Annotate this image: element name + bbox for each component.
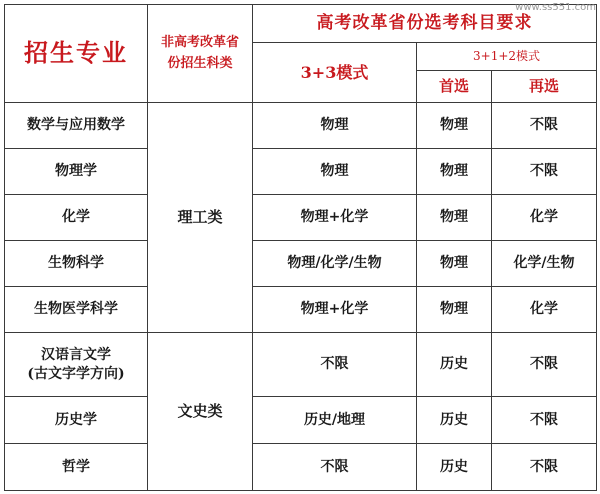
header-second-choice: 再选 [492,71,597,103]
header-reform-title: 高考改革省份选考科目要求 [253,5,597,43]
row-mode-33: 不限 [253,333,417,397]
header-first-choice: 首选 [417,71,492,103]
watermark: www.ss551.com [515,2,596,13]
header-non-gaokao-category [148,5,253,103]
row-major: 数学与应用数学 [5,103,148,149]
row-mode-33: 物理 [253,103,417,149]
row-first-choice: 物理 [417,241,492,287]
row-second-choice: 不限 [492,103,597,149]
category-humanities: 文史类 [148,333,253,491]
row-mode-33: 物理 [253,149,417,195]
row-first-choice: 历史 [417,397,492,444]
row-major-line2: (古文字学方向) [27,365,125,382]
table-row [5,103,597,149]
row-major: 物理学 [5,149,148,195]
row-major [5,333,148,397]
row-first-choice: 历史 [417,333,492,397]
row-second-choice: 不限 [492,397,597,444]
row-second-choice: 不限 [492,333,597,397]
row-major: 化学 [5,195,148,241]
header-row-1 [5,5,597,43]
row-mode-33: 物理+化学 [253,195,417,241]
header-mode-33: 3+3模式 [253,43,417,103]
row-major: 历史学 [5,397,148,444]
row-mode-33: 历史/地理 [253,397,417,444]
table-row [5,444,597,491]
row-first-choice: 物理 [417,149,492,195]
row-mode-33: 不限 [253,444,417,491]
row-second-choice: 化学/生物 [492,241,597,287]
table-row [5,241,597,287]
row-mode-33: 物理/化学/生物 [253,241,417,287]
row-second-choice: 化学 [492,195,597,241]
row-second-choice: 化学 [492,287,597,333]
row-major: 哲学 [5,444,148,491]
row-major: 生物医学科学 [5,287,148,333]
table-row [5,397,597,444]
header-mode-312: 3+1+2模式 [417,43,597,71]
row-major-line1: 汉语言文学 [41,346,111,363]
category-science: 理工类 [148,103,253,333]
row-mode-33: 物理+化学 [253,287,417,333]
table-row [5,287,597,333]
row-first-choice: 物理 [417,195,492,241]
header-non-gaokao-text: 非高考改革省份招生科类 [160,34,239,71]
row-second-choice: 不限 [492,444,597,491]
admission-requirements-table [4,4,597,491]
row-major: 生物科学 [5,241,148,287]
table-row [5,333,597,397]
row-first-choice: 历史 [417,444,492,491]
row-first-choice: 物理 [417,287,492,333]
table-row [5,195,597,241]
row-second-choice: 不限 [492,149,597,195]
row-first-choice: 物理 [417,103,492,149]
header-major: 招生专业 [5,5,148,103]
table-row [5,149,597,195]
